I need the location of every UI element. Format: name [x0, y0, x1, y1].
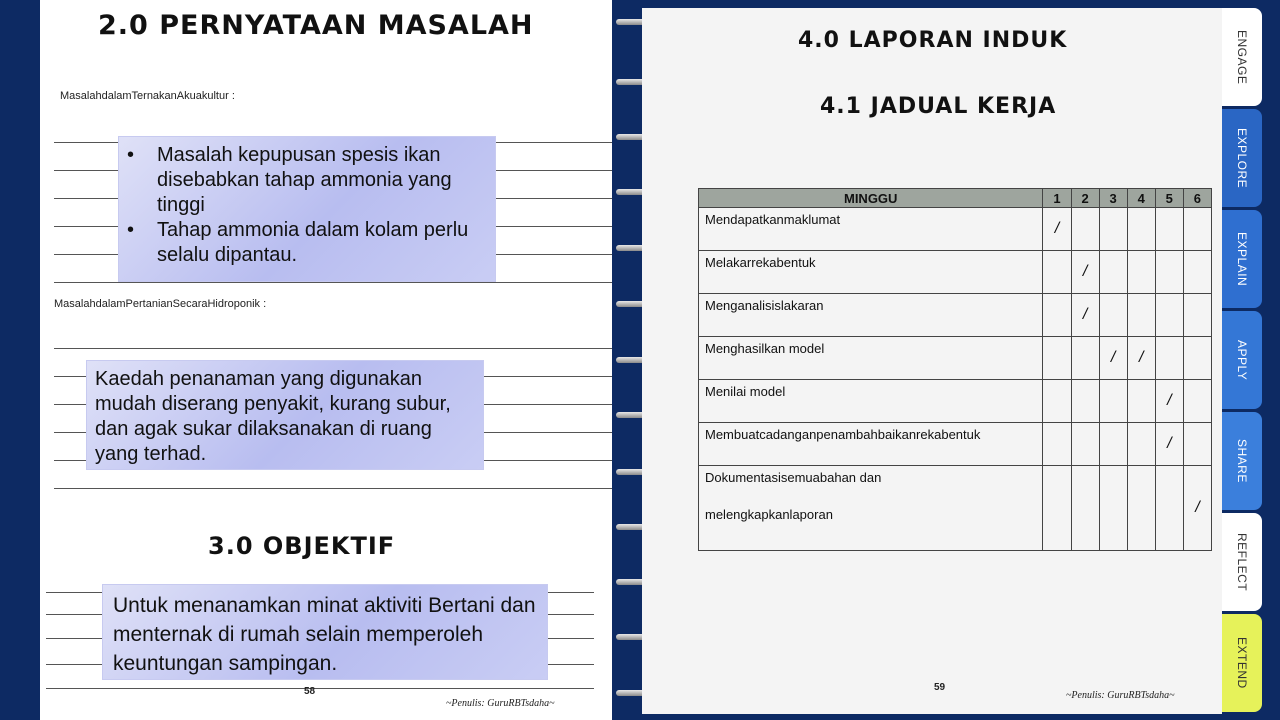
- tick-cell: [1183, 423, 1211, 466]
- tab-engage[interactable]: [1222, 8, 1262, 106]
- tick-cell: /: [1071, 294, 1099, 337]
- tab-label: ENGAGE: [1235, 29, 1249, 85]
- tick-cell: [1127, 380, 1155, 423]
- aquaculture-point: • Tahap ammonia dalam kolam perlu selalu dipantau.: [157, 218, 495, 268]
- author-left: ~Penulis: GuruRBTsdaha~: [446, 698, 555, 709]
- table-header-cell: 2: [1071, 189, 1099, 208]
- table-header-cell: 6: [1183, 189, 1211, 208]
- tab-label: EXPLORE: [1235, 127, 1249, 189]
- tick-cell: [1183, 380, 1211, 423]
- table-header-cell: MINGGU: [699, 189, 1043, 208]
- task-cell: [699, 466, 1043, 551]
- aquaculture-point: • Masalah kepupusan spesis ikan disebabkan tahap ammonia yang tinggi: [157, 143, 495, 218]
- right-page: [642, 8, 1222, 714]
- tick-cell: [1071, 380, 1099, 423]
- objective-heading: 3.0 OBJEKTIF: [208, 532, 396, 560]
- tick-cell: [1043, 294, 1071, 337]
- page-number-left: 58: [304, 686, 316, 697]
- table-row: [699, 294, 1212, 337]
- table-header-cell: 5: [1155, 189, 1183, 208]
- tick-cell: [1099, 208, 1127, 251]
- task-cell: Melakarrekabentuk: [699, 251, 1043, 294]
- tab-label: EXPLAIN: [1235, 231, 1249, 287]
- tick-cell: [1099, 294, 1127, 337]
- tick-cell: [1127, 251, 1155, 294]
- tab-label: EXTEND: [1235, 637, 1249, 689]
- tick-cell: [1043, 337, 1071, 380]
- hydroponic-text: Kaedah penanaman yang digunakan mudah diserang penyakit, kurang subur, dan agak sukar dilaksanakan di ruang yang terhad.: [95, 368, 451, 465]
- tick-cell: /: [1183, 466, 1211, 551]
- tick-cell: [1155, 294, 1183, 337]
- tab-share[interactable]: [1222, 412, 1262, 510]
- task-cell: Mendapatkanmaklumat: [699, 208, 1043, 251]
- aquaculture-label: MasalahdalamTernakanAkuakultur :: [60, 90, 235, 102]
- tick-cell: [1043, 423, 1071, 466]
- tab-extend[interactable]: [1222, 614, 1262, 712]
- section-tabs: [1222, 8, 1262, 714]
- tick-cell: [1183, 251, 1211, 294]
- task-line: melengkapkanlaporan: [705, 507, 833, 522]
- objective-text: Untuk menanamkan minat aktiviti Bertani dan menternak di rumah selain memperoleh keuntungan sampingan.: [113, 594, 536, 675]
- tick-cell: /: [1155, 423, 1183, 466]
- task-cell: Menghasilkan model: [699, 337, 1043, 380]
- task-cell: Menganalisislakaran: [699, 294, 1043, 337]
- table-row: [699, 337, 1212, 380]
- objective-callout: [102, 584, 548, 680]
- hydroponic-callout: [86, 360, 484, 470]
- writing-line: [46, 688, 594, 689]
- aquaculture-list: [119, 143, 495, 268]
- tick-cell: [1155, 337, 1183, 380]
- report-heading: 4.0 LAPORAN INDUK: [798, 28, 1068, 53]
- table-row: [699, 423, 1212, 466]
- problem-heading: 2.0 PERNYATAAN MASALAH: [98, 10, 534, 41]
- tick-cell: [1127, 466, 1155, 551]
- tick-cell: [1043, 466, 1071, 551]
- table-header-cell: 4: [1127, 189, 1155, 208]
- table-row: [699, 380, 1212, 423]
- tab-label: APPLY: [1235, 339, 1249, 381]
- page-number-right: 59: [934, 682, 946, 693]
- tab-apply[interactable]: [1222, 311, 1262, 409]
- left-page: [40, 0, 612, 720]
- writing-line: [54, 488, 612, 489]
- task-line: Dokumentasisemuabahan dan: [705, 470, 882, 485]
- tick-cell: [1183, 208, 1211, 251]
- tick-cell: [1071, 208, 1099, 251]
- tick-cell: [1099, 380, 1127, 423]
- table-header-row: [699, 189, 1212, 208]
- tab-explain[interactable]: [1222, 210, 1262, 308]
- tick-cell: [1071, 337, 1099, 380]
- tab-reflect[interactable]: [1222, 513, 1262, 611]
- tick-cell: [1099, 466, 1127, 551]
- tab-label: REFLECT: [1235, 532, 1249, 592]
- tick-cell: [1155, 251, 1183, 294]
- work-schedule-table: [698, 188, 1212, 551]
- table-header-cell: 3: [1099, 189, 1127, 208]
- tick-cell: [1127, 294, 1155, 337]
- tick-cell: [1099, 251, 1127, 294]
- tick-cell: [1099, 423, 1127, 466]
- tick-cell: /: [1043, 208, 1071, 251]
- tick-cell: [1127, 423, 1155, 466]
- tick-cell: [1071, 423, 1099, 466]
- task-cell: Membuatcadanganpenambahbaikanrekabentuk: [699, 423, 1043, 466]
- schedule-heading: 4.1 JADUAL KERJA: [820, 94, 1057, 119]
- tick-cell: /: [1127, 337, 1155, 380]
- tick-cell: [1043, 251, 1071, 294]
- author-right: ~Penulis: GuruRBTsdaha~: [1066, 690, 1175, 701]
- writing-line: [54, 282, 612, 283]
- tab-label: SHARE: [1235, 439, 1249, 483]
- table-row: [699, 251, 1212, 294]
- tick-cell: [1127, 208, 1155, 251]
- table-header-cell: 1: [1043, 189, 1071, 208]
- writing-line: [54, 348, 612, 349]
- tick-cell: [1183, 294, 1211, 337]
- hydroponic-label: MasalahdalamPertanianSecaraHidroponik :: [54, 298, 267, 310]
- tick-cell: [1183, 337, 1211, 380]
- table-row: [699, 208, 1212, 251]
- tick-cell: /: [1099, 337, 1127, 380]
- table-row: [699, 466, 1212, 551]
- tick-cell: [1071, 466, 1099, 551]
- tick-cell: [1155, 208, 1183, 251]
- task-cell: Menilai model: [699, 380, 1043, 423]
- tab-explore[interactable]: [1222, 109, 1262, 207]
- aquaculture-callout: [118, 136, 496, 282]
- tick-cell: [1043, 380, 1071, 423]
- tick-cell: /: [1071, 251, 1099, 294]
- tick-cell: /: [1155, 380, 1183, 423]
- tick-cell: [1155, 466, 1183, 551]
